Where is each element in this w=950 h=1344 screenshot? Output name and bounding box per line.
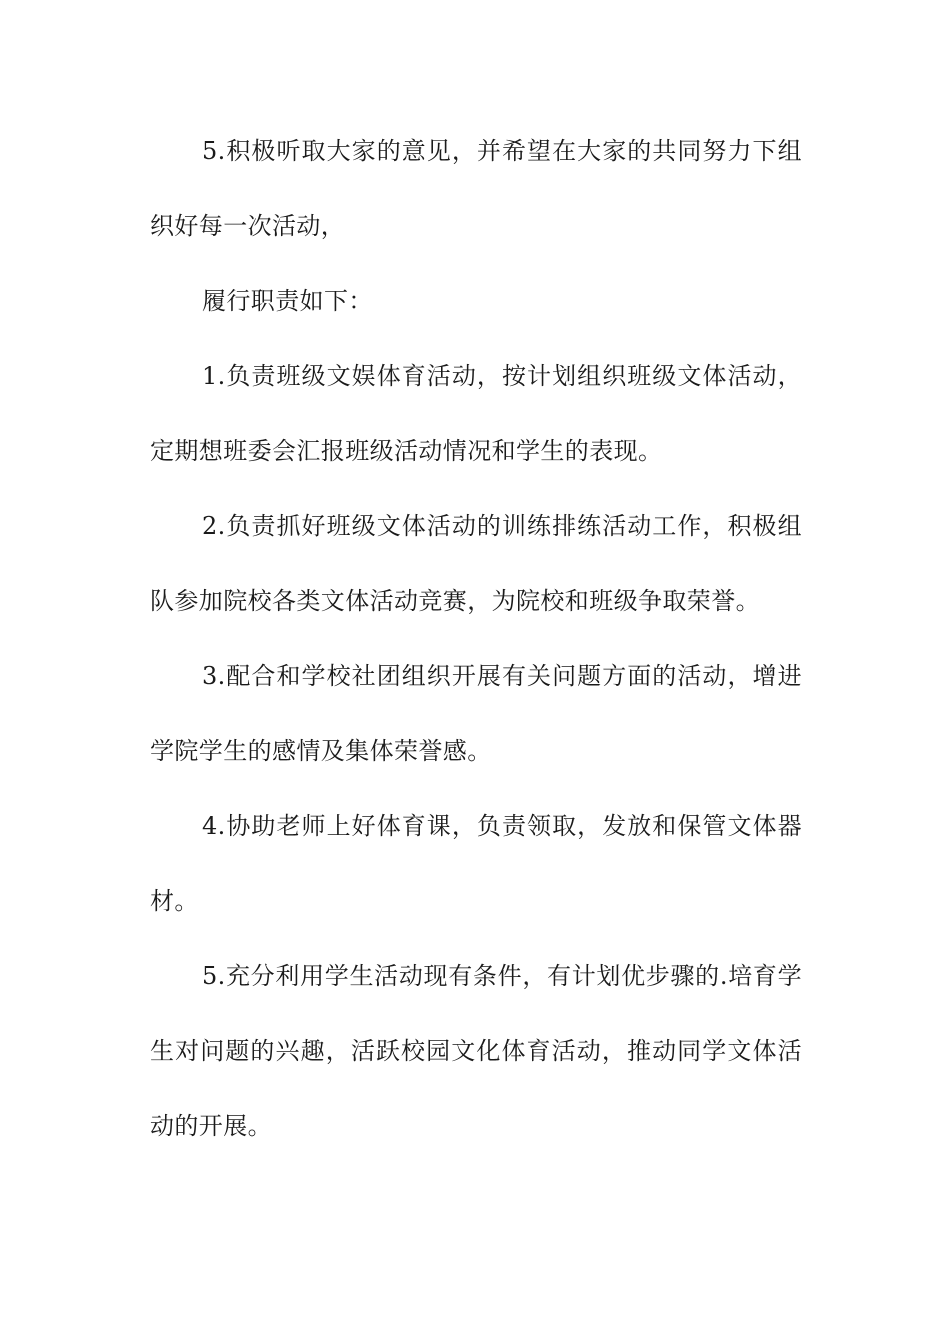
paragraph-6: 4.协助老师上好体育课，负责领取，发放和保管文体器材。 xyxy=(150,812,802,915)
paragraph-1: 5.积极听取大家的意见，并希望在大家的共同努力下组织好每一次活动， xyxy=(150,137,802,240)
paragraph-3: 1.负责班级文娱体育活动，按计划组织班级文体活动，定期想班委会汇报班级活动情况和学生的表现。 xyxy=(150,362,802,465)
paragraph-2: 履行职责如下： xyxy=(202,287,373,315)
paragraph-7: 5.充分利用学生活动现有条件，有计划优步骤的.培育学生对问题的兴趣，活跃校园文化体育活动，推动同学文体活动的开展。 xyxy=(150,962,802,1140)
paragraph-4: 2.负责抓好班级文体活动的训练排练活动工作，积极组队参加院校各类文体活动竞赛，为院校和班级争取荣誉。 xyxy=(150,512,802,615)
paragraph-5: 3.配合和学校社团组织开展有关问题方面的活动，增进学院学生的感情及集体荣誉感。 xyxy=(150,662,802,765)
document-body xyxy=(150,114,802,1164)
